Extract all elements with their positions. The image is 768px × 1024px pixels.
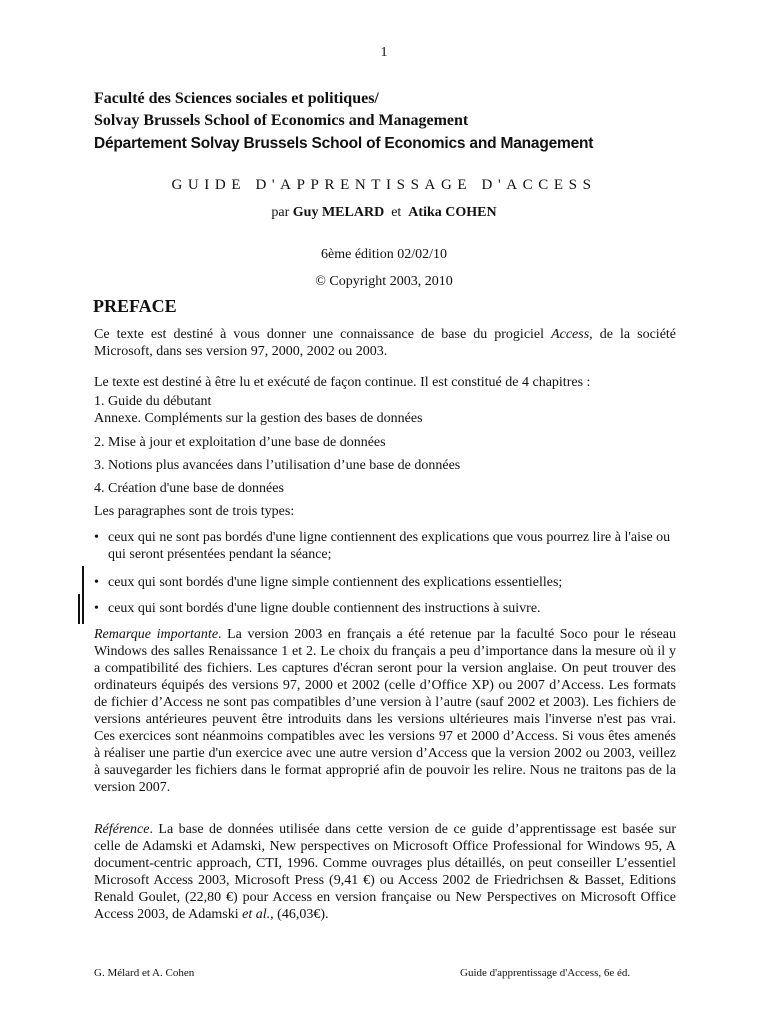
byline-prefix: par <box>271 205 290 220</box>
reference-label: Référence <box>94 822 150 837</box>
bullet-text: ceux qui sont bordés d'une ligne double contiennent des instructions à suivre. <box>108 601 541 616</box>
institution-line-3: Département Solvay Brussels School of Economics and Management <box>94 135 594 152</box>
author-2: Atika COHEN <box>408 205 497 220</box>
preface-heading: PREFACE <box>93 296 177 316</box>
institution-line-2: Solvay Brussels School of Economics and Management <box>94 112 469 129</box>
document-title: GUIDE D'APPRENTISSAGE D'ACCESS <box>171 177 597 193</box>
copyright: © Copyright 2003, 2010 <box>315 274 453 289</box>
bullet-text: ceux qui sont bordés d'une ligne simple contiennent des explications essentielles; <box>108 575 563 590</box>
author-1: Guy MELARD <box>292 205 385 220</box>
intro-italic: Access <box>551 327 590 342</box>
intro-after: , de la société Microsoft, dans ses version 97, 2000, 2002 ou 2003. <box>94 327 677 359</box>
footer-left: G. Mélard et A. Cohen <box>94 967 195 979</box>
bullet-symbol: • <box>94 575 99 590</box>
preface-intro <box>94 326 676 360</box>
bullet-symbol: • <box>94 601 99 616</box>
institution-line-1: Faculté des Sciences sociales et politiques/ <box>94 90 379 107</box>
bullet-item <box>94 529 684 563</box>
remark-text: . La version 2003 en français a été retenue par la faculté Soco pour le réseau Windows des salles Renaissance 1 et 2. Le choix du français a peu d’importance dans la mesure où il y a compatibilité des fichiers. Les captures d'écran seront pour la version anglaise. On peut trouver des ordinateurs équipés des versions 97, 2000 et 2002 (celle d’Office XP) ou 2007 d’Access. Les formats de fichier d’Access ne sont pas compatibles d’une version à l’autre (sauf 2002 et 2003). Les fichiers de versions antérieures peuvent être introduits dans les versions ultérieures mais l'inverse n'est pas vrai. Ces exercices sont néanmoins compatibles avec les versions 97 et 2000 d’Access. Si vous êtes amenés à réaliser une partie d'un exercice avec une autre version d’Access que la version 2002 ou 2003, veillez à sauvegarder les fichiers dans le format approprié afin de pouvoir les relire. Nous ne traitons pas de la version 2007. <box>94 627 676 795</box>
chapter-item: 1. Guide du débutant <box>94 394 212 409</box>
byline-conjunction: et <box>391 205 402 220</box>
reference-paragraph <box>94 821 676 923</box>
intro-before: Ce texte est destiné à vous donner une connaissance de base du progiciel <box>94 327 552 342</box>
bullet-item <box>94 574 684 591</box>
reference-italic: et al. <box>242 907 271 922</box>
double-border-line <box>78 594 80 624</box>
bullet-symbol: • <box>94 530 99 545</box>
edition: 6ème édition 02/02/10 <box>321 247 447 262</box>
remark-label: Remarque importante <box>94 627 219 642</box>
bullet-text-content: ceux qui ne sont pas bordés d'une ligne contiennent des explications que vous pourrez lire à l'aise ou qui seront présentées pendant la séance; <box>108 530 671 562</box>
preface-structure: Le texte est destiné à être lu et exécuté de façon continue. Il est constitué de 4 chapitres : <box>94 375 591 390</box>
single-border-line <box>82 566 84 624</box>
reference-end: , (46,03€). <box>270 907 329 922</box>
bullet-text <box>108 529 684 563</box>
remark-paragraph <box>94 626 676 796</box>
chapter-item: Annexe. Compléments sur la gestion des bases de données <box>94 411 423 426</box>
chapter-item: 2. Mise à jour et exploitation d’une base de données <box>94 435 386 450</box>
byline <box>0 205 768 221</box>
footer-right: Guide d'apprentissage d'Access, 6e éd. <box>460 967 631 979</box>
paragraph-types-intro: Les paragraphes sont de trois types: <box>94 504 295 519</box>
bullet-item <box>94 600 684 617</box>
page-number: 1 <box>380 45 388 60</box>
chapter-item: 4. Création d'une base de données <box>94 481 284 496</box>
reference-text: . La base de données utilisée dans cette version de ce guide d’apprentissage est basée sur celle de Adamski et Adamski, New perspectives on Microsoft Office Professional for Windows 95, A document-centric approach, CTI, 1996. Comme ouvrages plus détaillés, on peut conseiller L’essentiel Microsoft Access 2003, Microsoft Press (9,41 €) ou Access 2002 de Friedrichsen & Basset, Editions Renald Goulet, (22,80 €) pour Access en version française ou New Perspectives on Microsoft Office Access 2003, de Adamski <box>94 822 676 922</box>
chapter-item: 3. Notions plus avancées dans l’utilisation d’une base de données <box>94 458 461 473</box>
